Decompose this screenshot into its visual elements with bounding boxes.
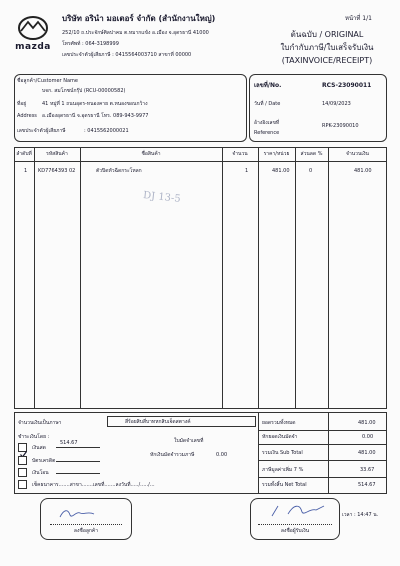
- totals-row-divider-1: [258, 430, 387, 431]
- total-label-grand: ยอดรวมทั้งหมด: [262, 420, 296, 426]
- total-value-deposit: 0.00: [362, 434, 374, 440]
- logo-text: mazda: [15, 42, 51, 52]
- cash-label: เงินสด: [32, 445, 46, 451]
- doc-title-thai: ใบกำกับภาษี/ใบเสร็จรับเงิน: [280, 43, 374, 52]
- col-divider-5: [295, 147, 296, 409]
- total-label-deposit: หักยอดเงินมัดจำ: [262, 434, 298, 440]
- totals-value-divider: [328, 412, 329, 494]
- credit-card-label: บัตรเครดิต: [32, 458, 56, 464]
- items-table: [14, 147, 387, 409]
- customer-tax-label: เลขประจำตัวผู้เสียภาษี: [17, 128, 66, 134]
- doc-ref-label-en: Reference: [254, 130, 280, 136]
- col-header-unit-price: ราคา/หน่วย: [263, 151, 290, 157]
- doc-no-value: RCS-23090011: [322, 82, 372, 89]
- doc-ref-label: อ้างอิงเลขที่: [254, 120, 280, 126]
- customer-signature-label: ลงชื่อลูกค้า: [73, 528, 99, 534]
- table-cell-qty: 1: [245, 168, 249, 174]
- col-header-qty: จำนวน: [232, 151, 248, 157]
- time-label: เวลา : 14:47 น.: [342, 512, 379, 518]
- col-header-seq: ลำดับที่: [16, 151, 32, 157]
- table-cell-code: KD7764393 02: [38, 168, 76, 174]
- receiver-signature-label: ลงชื่อผู้รับเงิน: [280, 528, 310, 534]
- col-divider-2: [80, 147, 81, 409]
- handwritten-note: DJ 13-5: [142, 190, 182, 205]
- col-divider-1: [34, 147, 35, 409]
- deposit-deduct-label: หักเงินมัดจำรวมภาษี: [150, 452, 195, 458]
- mazda-logo: [12, 14, 54, 54]
- doc-title-original: ต้นฉบับ / ORIGINAL: [290, 30, 364, 39]
- customer-name: บจก. สมโภชน์กรุ๊ป (RCU-00000582): [42, 88, 126, 94]
- col-divider-4: [258, 147, 259, 409]
- doc-date-value: 14/09/2023: [322, 101, 351, 107]
- deposit-label: ใบมัดจำเลขที่: [174, 438, 204, 444]
- cheque-label: เช็คธนาคาร.......สาขา.......เลขที่.......ลงวันที่...../...../...: [32, 482, 155, 488]
- company-name: บริษัท อรินำ มอเตอร์ จำกัด (สำนักงานใหญ่): [62, 14, 216, 23]
- customer-address-line2: อ.เมืองอุดรธานี จ.อุดรธานี โทร. 089-943-9977: [42, 113, 149, 119]
- customer-signature-line: [50, 524, 122, 525]
- col-header-discount: ส่วนลด %: [300, 151, 323, 157]
- customer-address-label-en: Address: [17, 113, 37, 119]
- total-label-vat: ภาษีมูลค่าเพิ่ม 7 %: [262, 467, 304, 473]
- col-divider-3: [222, 147, 223, 409]
- transfer-amount-line: [56, 473, 100, 474]
- cash-amount: 514.67: [60, 440, 78, 446]
- company-address: 252/10 ถ.ประจักษ์ศิลปาคม ต.หมากแข้ง อ.เมือง จ.อุดรธานี 41000: [62, 30, 209, 36]
- credit-card-checkbox[interactable]: [18, 456, 27, 465]
- total-value-subtotal: 481.00: [358, 450, 376, 456]
- amount-words-label: จำนวนเงินเป็นภาษา: [18, 420, 62, 426]
- payment-label: ชำระเงินโดย :: [18, 434, 50, 440]
- transfer-label: เงินโอน: [32, 470, 49, 476]
- table-cell-name: ตัวปิดหัวฉีดกระโหลก: [96, 168, 142, 174]
- total-value-grand: 481.00: [358, 420, 376, 426]
- customer-signature-mark: [58, 505, 98, 521]
- totals-row-divider-3: [258, 460, 387, 461]
- company-tax-id: เลขประจำตัวผู้เสียภาษี : 0415564003710 สาขาที่ 00000: [62, 52, 192, 58]
- customer-name-label: ชื่อลูกค้า/Customer Name: [17, 78, 78, 84]
- col-header-name: ชื่อสินค้า: [141, 151, 161, 157]
- doc-title-english: (TAXINVOICE/RECEIPT): [281, 56, 373, 65]
- total-value-vat: 33.67: [360, 467, 375, 473]
- receiver-signature-line: [258, 524, 332, 525]
- total-label-net: รวมทั้งสิ้น Net Total: [262, 482, 307, 488]
- page-number: หน้าที่ 1/1: [345, 15, 372, 22]
- table-cell-unit-price: 481.00: [272, 168, 290, 174]
- cash-amount-line: [56, 447, 100, 448]
- col-header-amount: จำนวนเงิน: [346, 151, 369, 157]
- customer-address-line1: 41 หมู่ที่ 1 ถนนอุดร-หนองคาย ต.หนองขอนกว้าง: [42, 101, 148, 107]
- doc-date-label: วันที่ / Date: [254, 101, 281, 107]
- doc-ref-value: RPK-23090010: [322, 123, 359, 129]
- amount-words-value: สี่ร้อยสิบสี่บาทหกสิบเจ็ดสตางค์: [125, 419, 191, 425]
- table-cell-seq: 1: [24, 168, 28, 174]
- totals-row-divider-2: [258, 444, 387, 445]
- totals-row-divider-4: [258, 477, 387, 478]
- transfer-checkbox[interactable]: [18, 468, 27, 477]
- cheque-checkbox[interactable]: [18, 480, 27, 489]
- customer-address-label: ที่อยู่: [17, 101, 27, 107]
- table-header-divider: [14, 161, 387, 162]
- col-divider-6: [328, 147, 329, 409]
- table-cell-discount: 0: [309, 168, 313, 174]
- company-phone: โทรศัพท์ : 064-3198999: [62, 41, 119, 47]
- col-header-code: รหัสสินค้า: [46, 151, 68, 157]
- deposit-deduct-value: 0.00: [216, 452, 228, 458]
- credit-amount-line: [56, 461, 100, 462]
- total-value-net: 514.67: [358, 482, 376, 488]
- table-cell-amount: 481.00: [354, 168, 372, 174]
- cash-checkbox[interactable]: [18, 443, 27, 452]
- summary-divider: [258, 412, 259, 494]
- doc-no-label: เลขที่/No.: [254, 82, 282, 89]
- total-label-subtotal: รวมเงิน Sub Total: [262, 450, 303, 456]
- customer-tax-id: : 0415562000021: [84, 128, 129, 134]
- receiver-signature-mark: [268, 500, 328, 520]
